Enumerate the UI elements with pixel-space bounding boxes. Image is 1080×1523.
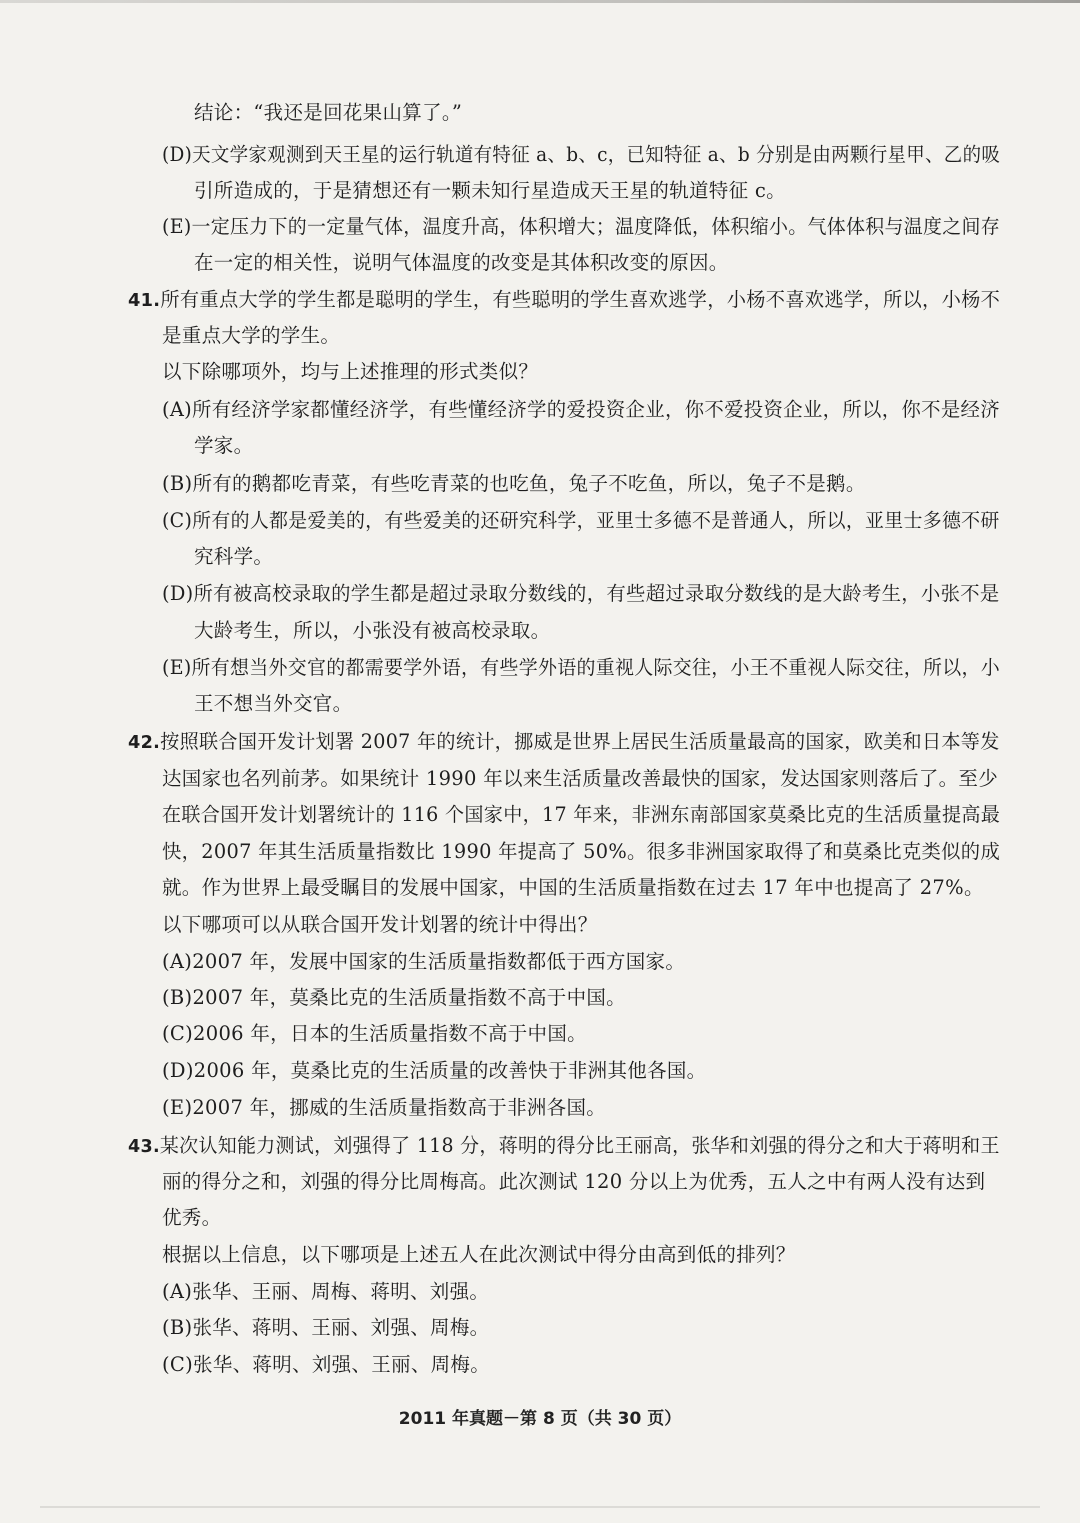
question-42-continuation: 就。作为世界上最受瞩目的发展中国家，中国的生活质量指数在过去 17 年中也提高了 27%。: [162, 876, 984, 899]
option-e-continuation: 在一定的相关性，说明气体温度的改变是其体积改变的原因。: [194, 251, 729, 274]
scan-edge-bottom: [40, 1506, 1040, 1508]
q41-option-d-continuation: 大龄考生，所以，小张没有被高校录取。: [194, 619, 551, 642]
q42-option-d: (D)2006 年，莫桑比克的生活质量的改善快于非洲其他各国。: [162, 1059, 707, 1082]
q41-option-c-continuation: 究科学。: [194, 545, 274, 568]
q42-option-c: (C)2006 年，日本的生活质量指数不高于中国。: [162, 1022, 587, 1045]
q41-option-a-continuation: 学家。: [194, 434, 254, 457]
q41-option-c: (C)所有的人都是爱美的，有些爱美的还研究科学，亚里士多德不是普通人，所以，亚里士多德不研: [162, 509, 1000, 532]
question-41-continuation: 是重点大学的学生。: [162, 324, 341, 347]
question-number: 43.: [128, 1136, 160, 1157]
question-42-continuation: 达国家也名列前茅。如果统计 1990 年以来生活质量改善最快的国家，发达国家则落后了。至少: [162, 767, 999, 790]
q41-option-a: (A)所有经济学家都懂经济学，有些懂经济学的爱投资企业，你不爱投资企业，所以，你不是经济: [162, 398, 1000, 421]
option-e-line: (E)一定压力下的一定量气体，温度升高，体积增大；温度降低，体积缩小。气体体积与温度之间存: [162, 215, 1000, 238]
q42-option-a: (A)2007 年，发展中国家的生活质量指数都低于西方国家。: [162, 950, 686, 973]
question-42-continuation: 快，2007 年其生活质量指数比 1990 年提高了 50%。很多非洲国家取得了和莫桑比克类似的成: [162, 840, 1001, 863]
question-43-prompt: 根据以上信息，以下哪项是上述五人在此次测试中得分由高到低的排列？: [162, 1243, 796, 1266]
q43-option-c: (C)张华、蒋明、刘强、王丽、周梅。: [162, 1353, 491, 1376]
question-43-stem: 43.某次认知能力测试，刘强得了 118 分，蒋明的得分比王丽高，张华和刘强的得分之和大于蒋明和王: [128, 1134, 1000, 1157]
option-d-continuation: 引所造成的，于是猜想还有一颗未知行星造成天王星的轨道特征 c。: [194, 179, 786, 202]
option-d-line: (D)天文学家观测到天王星的运行轨道有特征 a、b、c，已知特征 a、b 分别是由两颗行星甲、乙的吸: [162, 143, 1001, 166]
question-42-stem: 42.按照联合国开发计划署 2007 年的统计，挪威是世界上居民生活质量最高的国家，欧美和日本等发: [128, 730, 1000, 753]
scan-edge-top: [0, 0, 1080, 3]
question-41-stem: 41.所有重点大学的学生都是聪明的学生，有些聪明的学生喜欢逃学，小杨不喜欢逃学，所以，小杨不: [128, 288, 1001, 311]
q42-option-e: (E)2007 年，挪威的生活质量指数高于非洲各国。: [162, 1096, 607, 1119]
q43-option-a: (A)张华、王丽、周梅、蒋明、刘强。: [162, 1280, 490, 1303]
question-42-prompt: 以下哪项可以从联合国开发计划署的统计中得出？: [162, 913, 598, 936]
question-41-prompt: 以下除哪项外，均与上述推理的形式类似？: [162, 360, 539, 383]
page-footer: 2011 年真题－第 8 页（共 30 页）: [398, 1409, 682, 1429]
question-number: 42.: [128, 732, 161, 753]
q41-option-d: (D)所有被高校录取的学生都是超过录取分数线的，有些超过录取分数线的是大龄考生，小张不是: [162, 582, 1000, 605]
question-number: 41.: [128, 290, 161, 311]
q41-option-e: (E)所有想当外交官的都需要学外语，有些学外语的重视人际交往，小王不重视人际交往，所以，小: [162, 656, 1000, 679]
question-43-continuation: 丽的得分之和，刘强的得分比周梅高。此次测试 120 分以上为优秀，五人之中有两人没有达到: [162, 1170, 986, 1193]
text-line: 结论：“我还是回花果山算了。”: [194, 101, 463, 124]
question-42-continuation: 在联合国开发计划署统计的 116 个国家中，17 年来，非洲东南部国家莫桑比克的生活质量提高最: [162, 803, 1001, 826]
q42-option-b: (B)2007 年，莫桑比克的生活质量指数不高于中国。: [162, 986, 626, 1009]
q41-option-b: (B)所有的鹅都吃青菜，有些吃青菜的也吃鱼，兔子不吃鱼，所以，兔子不是鹅。: [162, 472, 866, 495]
q43-option-b: (B)张华、蒋明、王丽、刘强、周梅。: [162, 1316, 490, 1339]
q41-option-e-continuation: 王不想当外交官。: [194, 692, 353, 715]
question-43-continuation: 优秀。: [162, 1206, 222, 1229]
